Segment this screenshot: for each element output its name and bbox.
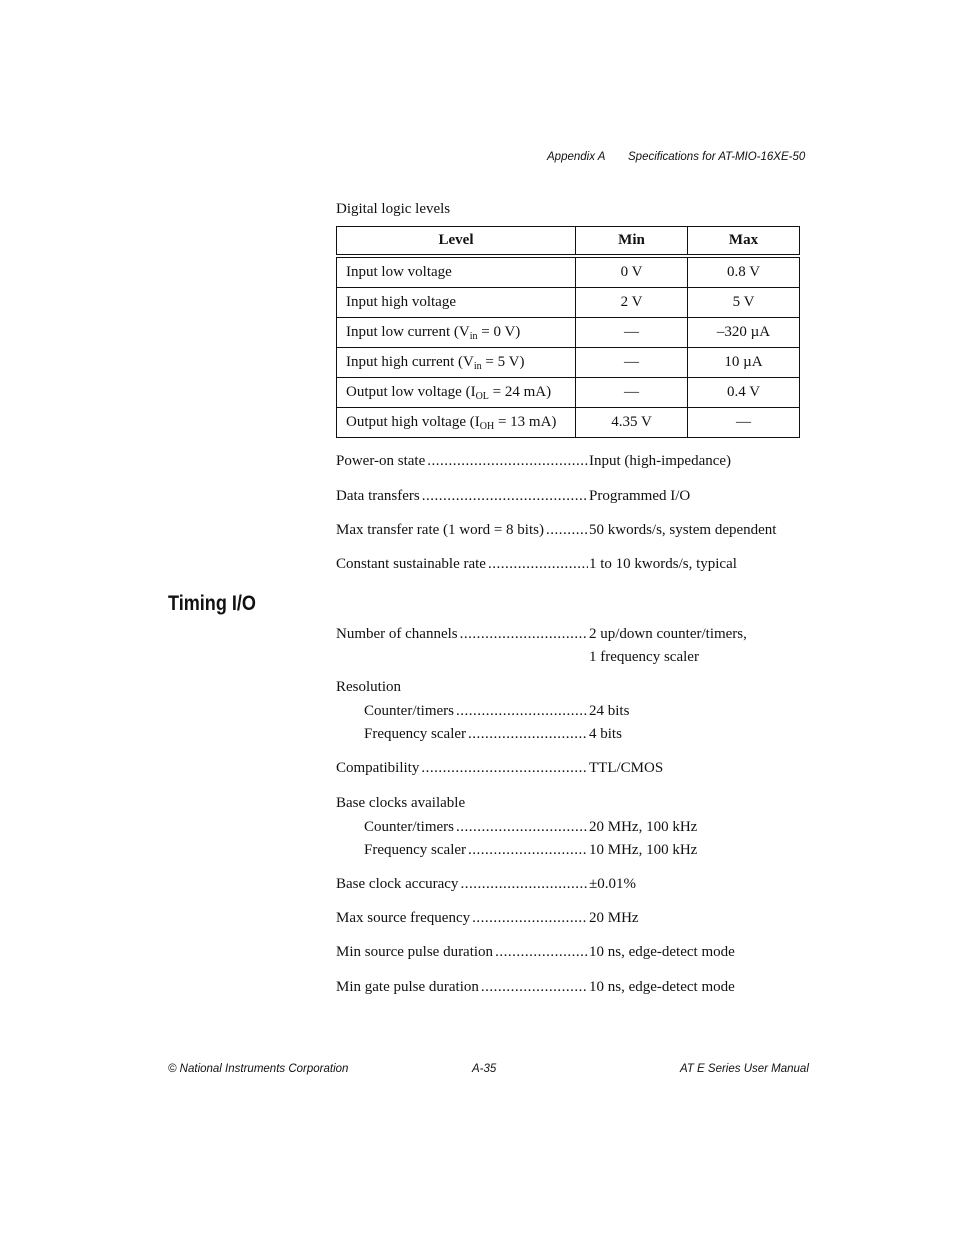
spec-label: Frequency scaler [364,842,467,858]
table-row [337,288,800,318]
spec-label: Base clock accuracy [336,876,459,892]
spec-value: 24 bits [589,703,630,719]
cell-level [337,408,576,438]
spec-value-continued: 1 frequency scaler [589,649,699,665]
spec-label: Power-on state [336,453,426,469]
cell-level-subscript: OH [479,421,495,432]
spec-data-transfers [336,485,806,508]
table-row [337,256,800,288]
spec-value: 2 up/down counter/timers, [589,626,747,642]
column-header-level: Level [337,227,576,257]
header-title: Specifications for AT-MIO-16XE-50 [628,151,806,163]
table-caption: Digital logic levels [336,201,451,217]
header-appendix: Appendix A [547,151,606,163]
cell-min: 4.35 V [576,408,688,438]
cell-level-text-end: = 5 V) [481,354,525,370]
spec-max-transfer-rate [336,519,806,542]
cell-max: 0.8 V [688,256,800,288]
table-row [337,348,800,378]
footer-manual-title: AT E Series User Manual [680,1063,809,1075]
spec-label: Number of channels [336,626,458,642]
table-row [337,318,800,348]
footer-page-number: A-35 [472,1063,497,1075]
table-row [337,408,800,438]
column-header-min: Min [576,227,688,257]
spec-resolution [336,676,806,746]
cell-level [337,378,576,408]
spec-value: TTL/CMOS [589,760,664,776]
cell-max: 10 µA [688,348,800,378]
spec-base-clock-accuracy [336,873,806,896]
cell-max: — [688,408,800,438]
spec-constant-sustainable-rate [336,553,806,576]
spec-label: Compatibility [336,760,420,776]
spec-power-on-state [336,450,806,473]
spec-label: Data transfers [336,488,420,504]
cell-level: Input high voltage [337,288,576,318]
digital-logic-table [336,226,800,438]
cell-level-text-end: = 0 V) [477,324,521,340]
spec-min-source-pulse-duration [336,941,806,964]
spec-label: Min source pulse duration [336,944,494,960]
cell-level-text-end: = 13 mA) [494,414,557,430]
cell-level-text: Output high voltage (I [346,414,480,430]
spec-value: ±0.01% [589,876,636,892]
cell-level-text-end: = 24 mA) [488,384,552,400]
cell-min: — [576,318,688,348]
spec-value: 1 to 10 kwords/s, typical [589,556,737,572]
cell-level: Input low voltage [337,256,576,288]
cell-min: — [576,348,688,378]
spec-value: 4 bits [589,726,622,742]
spec-value: 20 MHz [589,910,639,926]
cell-level-subscript: OL [475,391,489,402]
cell-level-text: Input high current (V [346,354,474,370]
spec-label: Max transfer rate (1 word = 8 bits) [336,522,544,538]
cell-level-subscript: in [469,331,478,342]
spec-min-gate-pulse-duration [336,976,806,999]
section-title: Timing I/O [168,592,256,615]
spec-value: Input (high-impedance) [589,453,732,469]
cell-level-text: Input low current (V [346,324,470,340]
spec-max-source-frequency [336,907,806,930]
cell-level [337,348,576,378]
spec-label: Constant sustainable rate [336,556,486,572]
table-header-row [337,227,800,257]
spec-value: 20 MHz, 100 kHz [589,819,698,835]
cell-max: –320 µA [688,318,800,348]
cell-min: 2 V [576,288,688,318]
cell-min: — [576,378,688,408]
cell-max: 0.4 V [688,378,800,408]
spec-value: 10 MHz, 100 kHz [589,842,698,858]
spec-heading: Resolution [336,679,402,695]
spec-base-clocks [336,792,806,862]
cell-max: 5 V [688,288,800,318]
spec-value: 50 kwords/s, system dependent [589,522,777,538]
spec-label: Counter/timers [364,703,454,719]
column-header-max: Max [688,227,800,257]
spec-value: 10 ns, edge-detect mode [589,979,735,995]
cell-level-text: Output low voltage (I [346,384,476,400]
cell-level-subscript: in [473,361,482,372]
table-row [337,378,800,408]
spec-number-of-channels [336,623,806,669]
cell-min: 0 V [576,256,688,288]
spec-label: Max source frequency [336,910,471,926]
spec-label: Min gate pulse duration [336,979,479,995]
footer-copyright: © National Instruments Corporation [168,1063,349,1075]
spec-label: Frequency scaler [364,726,467,742]
spec-value: 10 ns, edge-detect mode [589,944,735,960]
spec-heading: Base clocks available [336,795,466,811]
spec-value: Programmed I/O [589,488,691,504]
spec-compatibility [336,757,806,780]
cell-level [337,318,576,348]
spec-label: Counter/timers [364,819,454,835]
